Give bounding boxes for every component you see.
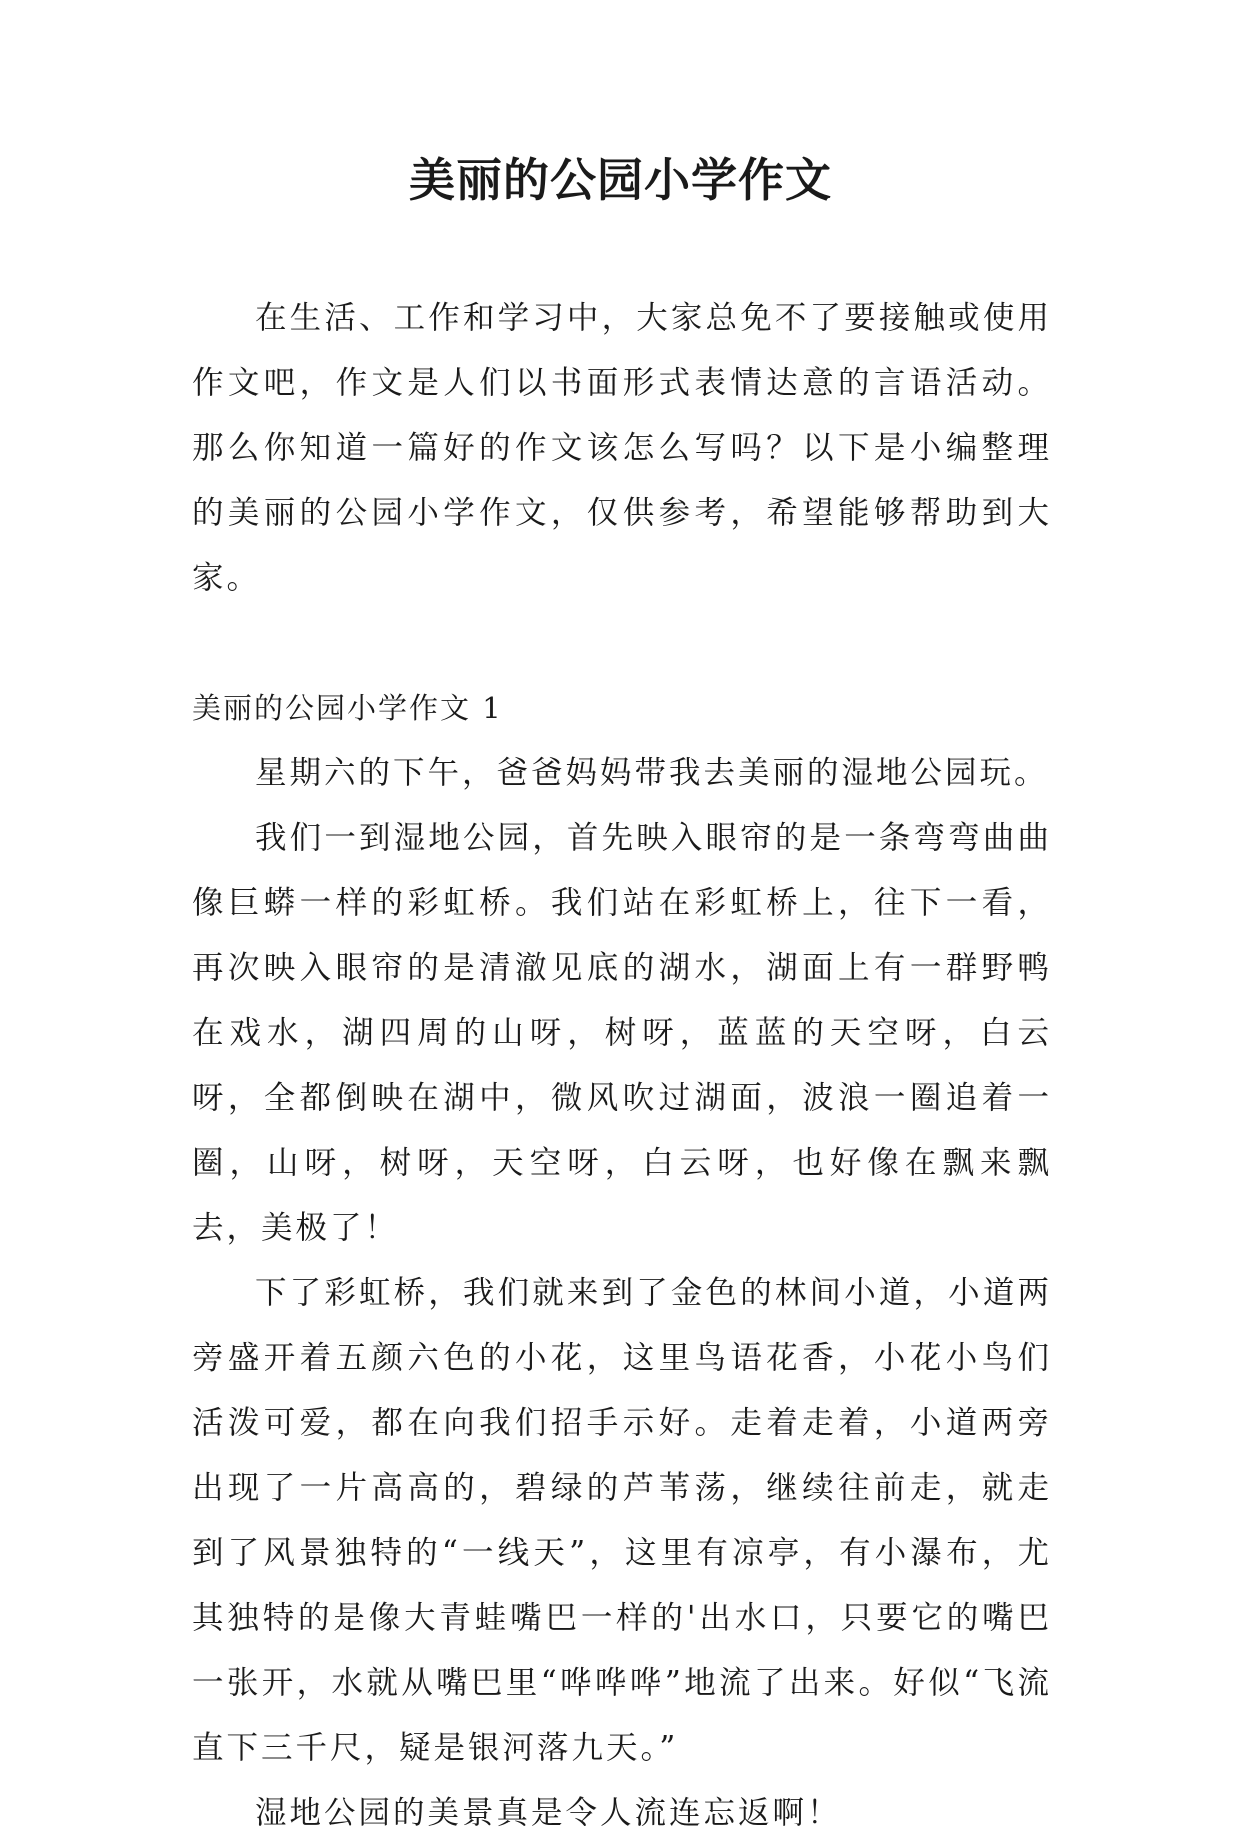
- section-heading: 美丽的公园小学作文 1: [192, 691, 503, 725]
- body-paragraph: 我们一到湿地公园，首先映入眼帘的是一条弯弯曲曲像巨蟒一样的彩虹桥。我们站在彩虹桥上，往下一看，再次映入眼帘的是清澈见底的湖水，湖面上有一群野鸭在戏水，湖四周的山呀，树呀，蓝蓝的天空呀，白云呀，全都倒映在湖中，微风吹过湖面，波浪一圈追着一圈，山呀，树呀，天空呀，白云呀，也好像在飘来飘去，美极了！: [192, 820, 1052, 1246]
- body-paragraph: 下了彩虹桥，我们就来到了金色的林间小道，小道两旁盛开着五颜六色的小花，这里鸟语花香，小花小鸟们活泼可爱，都在向我们招手示好。走着走着，小道两旁出现了一片高高的，碧绿的芦苇荡，继续往前走，就走到了风景独特的“一线天”，这里有凉亭，有小瀑布，尤其独特的是像大青蛙嘴巴一样的'出水口，只要它的嘴巴一张开，水就从嘴巴里“哗哗哗”地流了出来。好似“飞流直下三千尺，疑是银河落九天。”: [192, 1275, 1052, 1766]
- spacer: [192, 611, 1052, 676]
- document-body: [192, 286, 1052, 1846]
- document-title: 美丽的公园小学作文: [409, 153, 832, 207]
- body-paragraph: 星期六的下午，爸爸妈妈带我去美丽的湿地公园玩。: [255, 755, 1049, 791]
- body-paragraph: 湿地公园的美景真是令人流连忘返啊！: [255, 1795, 842, 1831]
- intro-paragraph: 在生活、工作和学习中，大家总免不了要接触或使用作文吧，作文是人们以书面形式表情达意的言语活动。那么你知道一篇好的作文该怎么写吗？以下是小编整理的美丽的公园小学作文，仅供参考，希望能够帮助到大家。: [192, 300, 1052, 596]
